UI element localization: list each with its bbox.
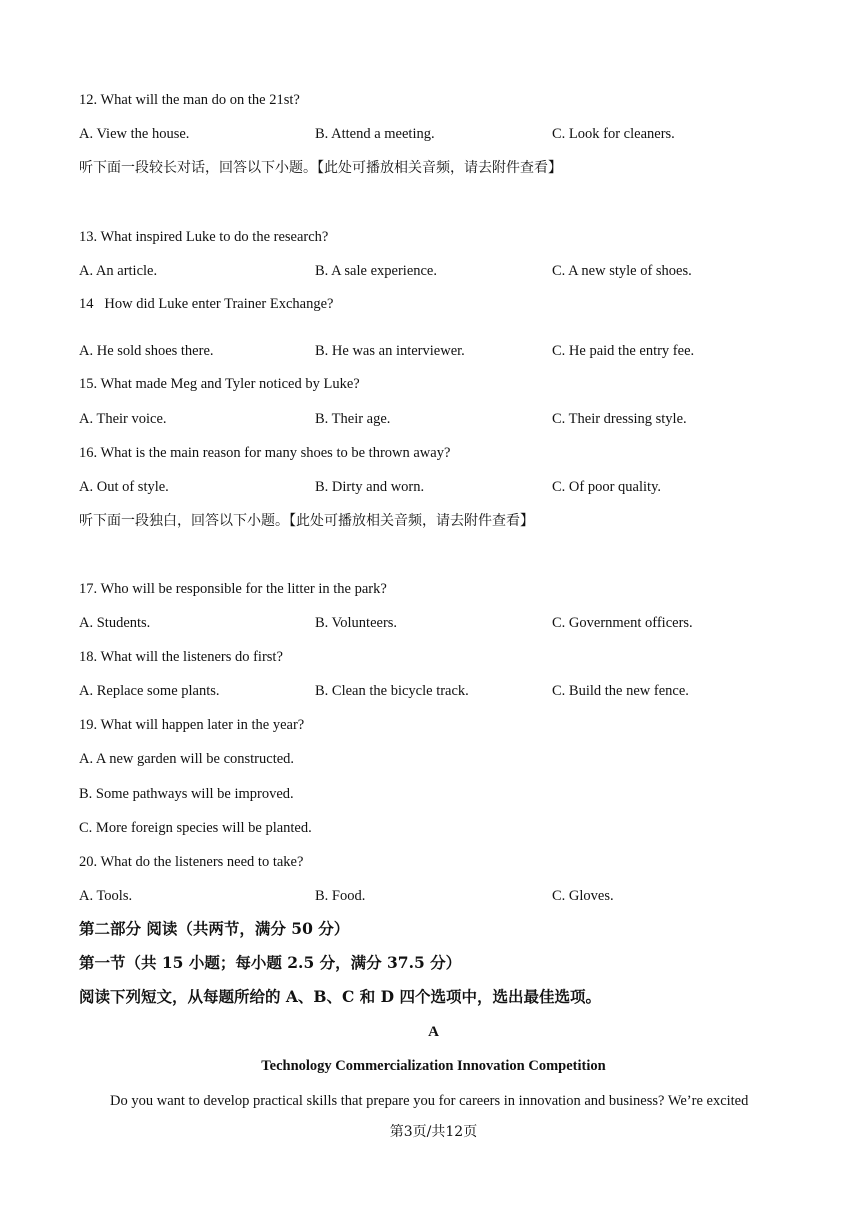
option-c: C. Gloves. bbox=[552, 888, 614, 904]
option-c: C. Their dressing style. bbox=[552, 411, 687, 427]
question-16-options bbox=[79, 478, 819, 496]
question-13-stem: 13. What inspired Luke to do the research? bbox=[79, 229, 329, 245]
passage-first-line: Do you want to develop practical skills that prepare you for careers in innovation and business? We’re excited bbox=[110, 1093, 749, 1109]
question-16-stem: 16. What is the main reason for many shoes to be thrown away? bbox=[79, 445, 451, 461]
question-18-options bbox=[79, 682, 819, 700]
question-19-option-a: A. A new garden will be constructed. bbox=[79, 751, 295, 767]
listening-instruction-1: 听下面一段较长对话，回答以下小题。【此处可播放相关音频，请去附件查看】 bbox=[79, 160, 562, 176]
question-19-option-c: C. More foreign species will be planted. bbox=[79, 820, 312, 836]
option-c: C. He paid the entry fee. bbox=[552, 343, 695, 359]
option-c: C. Look for cleaners. bbox=[552, 126, 675, 142]
question-15-stem: 15. What made Meg and Tyler noticed by Luke? bbox=[79, 376, 360, 392]
option-a: A. Tools. bbox=[79, 888, 133, 904]
section-one-heading: 第一节（共 15 小题；每小题 2.5 分，满分 37.5 分） bbox=[79, 953, 462, 972]
option-b: B. Attend a meeting. bbox=[315, 126, 435, 142]
option-c: C. Government officers. bbox=[552, 615, 693, 631]
option-a: A. View the house. bbox=[79, 126, 190, 142]
question-20-options bbox=[79, 887, 819, 905]
option-b: B. Food. bbox=[315, 888, 366, 904]
option-a: A. He sold shoes there. bbox=[79, 343, 214, 359]
question-14-stem: 14 How did Luke enter Trainer Exchange? bbox=[79, 296, 334, 312]
option-a: A. Replace some plants. bbox=[79, 683, 220, 699]
option-a: A. Students. bbox=[79, 615, 151, 631]
passage-title: Technology Commercialization Innovation Competition bbox=[261, 1058, 606, 1074]
page-number: 第3页/共12页 bbox=[389, 1124, 478, 1140]
option-a: A. Out of style. bbox=[79, 479, 169, 495]
question-17-stem: 17. Who will be responsible for the litter in the park? bbox=[79, 581, 387, 597]
option-c: C. Build the new fence. bbox=[552, 683, 689, 699]
question-14-options bbox=[79, 342, 819, 360]
option-b: B. Volunteers. bbox=[315, 615, 398, 631]
reading-instruction: 阅读下列短文，从每题所给的 A、B、C 和 D 四个选项中，选出最佳选项。 bbox=[79, 987, 601, 1006]
option-b: B. Their age. bbox=[315, 411, 391, 427]
question-15-options bbox=[79, 410, 819, 428]
option-b: B. He was an interviewer. bbox=[315, 343, 465, 359]
question-18-stem: 18. What will the listeners do first? bbox=[79, 649, 283, 665]
option-b: B. Dirty and worn. bbox=[315, 479, 425, 495]
part-two-heading: 第二部分 阅读（共两节，满分 50 分） bbox=[79, 919, 350, 938]
question-12-stem: 12. What will the man do on the 21st? bbox=[79, 92, 300, 108]
option-b: B. A sale experience. bbox=[315, 263, 437, 279]
option-c: C. A new style of shoes. bbox=[552, 263, 692, 279]
question-19-option-b: B. Some pathways will be improved. bbox=[79, 786, 294, 802]
option-b: B. Clean the bicycle track. bbox=[315, 683, 469, 699]
option-a: A. Their voice. bbox=[79, 411, 167, 427]
listening-instruction-2: 听下面一段独白，回答以下小题。【此处可播放相关音频，请去附件查看】 bbox=[79, 513, 534, 529]
passage-label: A bbox=[428, 1024, 439, 1040]
question-20-stem: 20. What do the listeners need to take? bbox=[79, 854, 304, 870]
question-12-options bbox=[79, 125, 819, 143]
question-19-stem: 19. What will happen later in the year? bbox=[79, 717, 305, 733]
question-17-options bbox=[79, 614, 819, 632]
option-c: C. Of poor quality. bbox=[552, 479, 662, 495]
option-a: A. An article. bbox=[79, 263, 158, 279]
question-13-options bbox=[79, 262, 819, 280]
